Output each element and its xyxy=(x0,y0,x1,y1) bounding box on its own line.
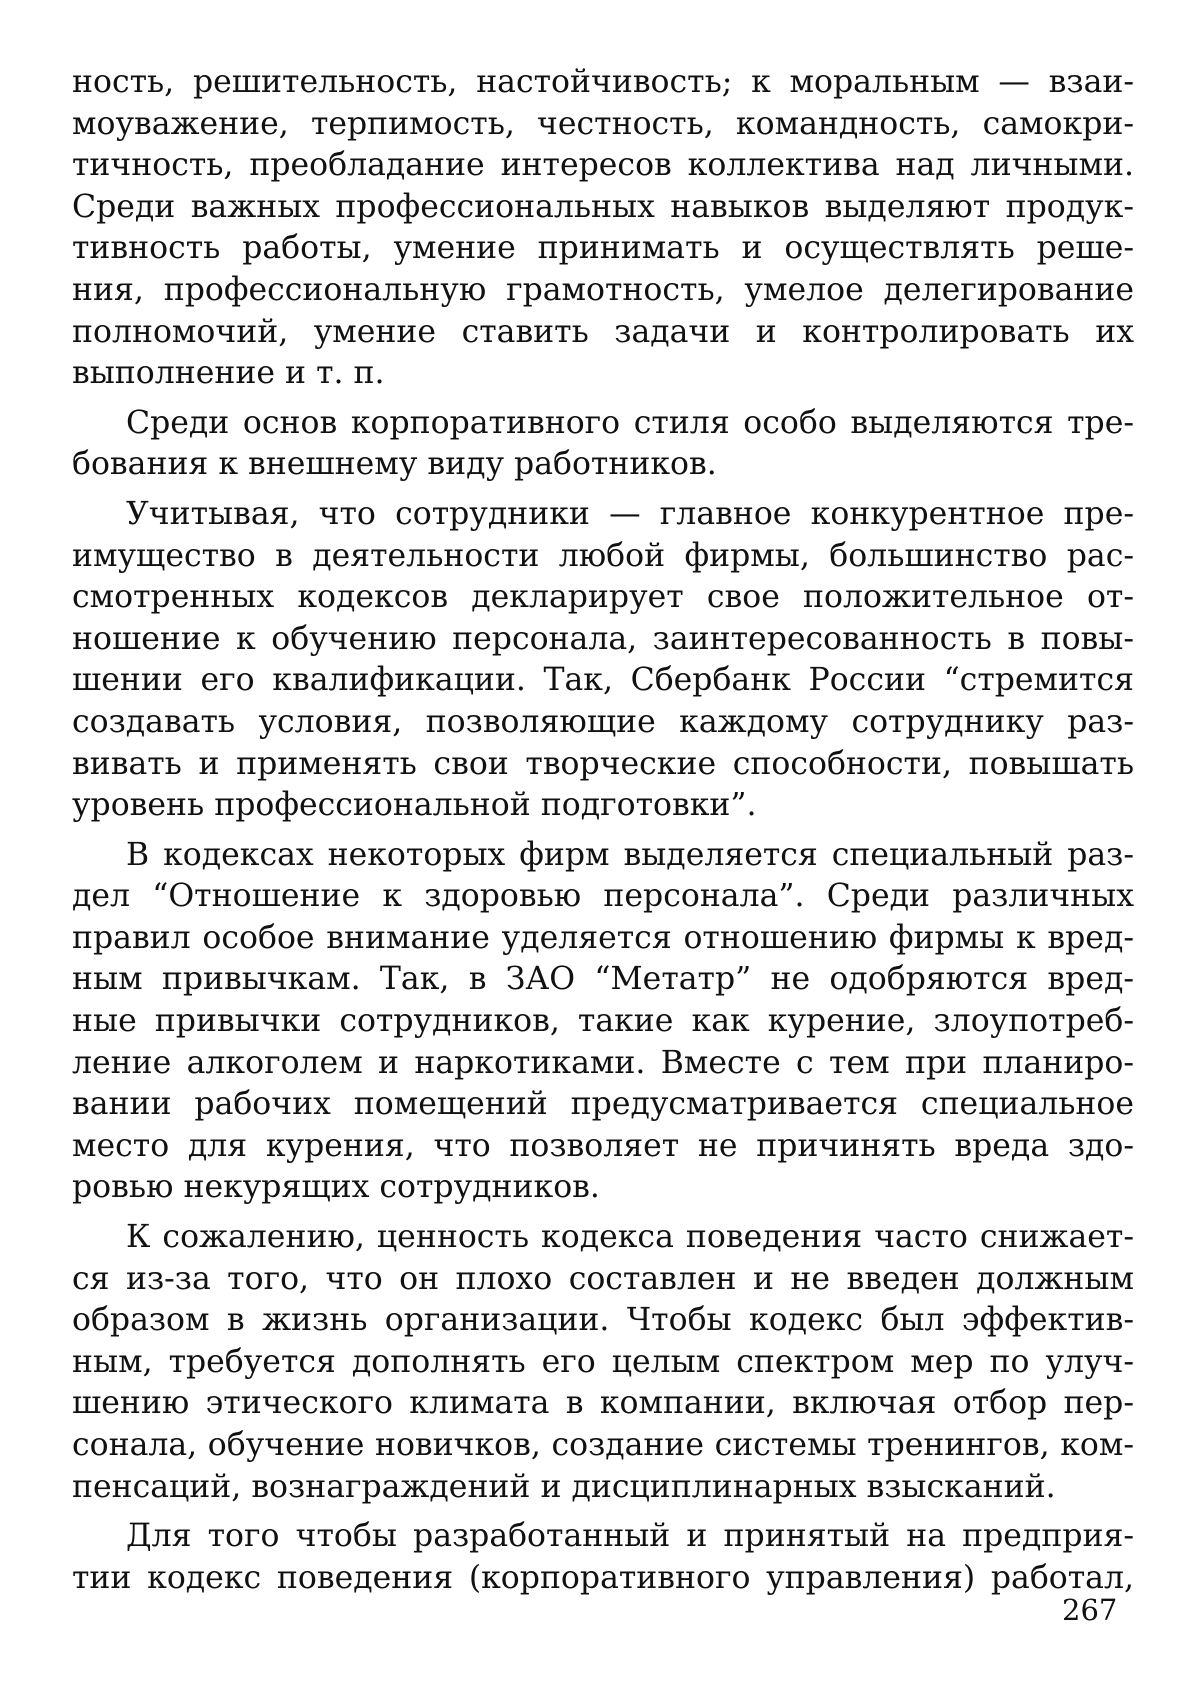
text-line: ным, требуется дополнять его целым спектром мер по улуч- xyxy=(72,1343,1134,1380)
text-line: ровью некурящих сотрудников. xyxy=(72,1169,600,1206)
page-number: 267 xyxy=(1062,1593,1118,1627)
paragraph-first-line: Для того чтобы разработанный и принятый на предприя- xyxy=(126,1518,1134,1555)
text-line: бования к внешнему виду работников. xyxy=(72,446,717,483)
text-line: ся из-за того, что он плохо составлен и не введен должным xyxy=(72,1260,1134,1297)
text-line: ным привычкам. Так, в ЗАО “Метатр” не одобряются вред- xyxy=(72,961,1134,998)
paragraph-first-line: Среди основ корпоративного стиля особо выделяются тре- xyxy=(126,404,1134,441)
text-line: ные привычки сотрудников, такие как курение, злоупотреб- xyxy=(72,1003,1134,1040)
text-line: ление алкоголем и наркотиками. Вместе с тем при планиро- xyxy=(72,1044,1134,1081)
paragraph-first-line: Учитывая, что сотрудники — главное конкурентное пре- xyxy=(126,495,1134,532)
text-line: тивность работы, умение принимать и осуществлять реше- xyxy=(72,230,1134,267)
text-line: тичность, преобладание интересов коллектива над личными. xyxy=(72,147,1134,184)
text-line: имущество в деятельности любой фирмы, большинство рас- xyxy=(72,537,1134,574)
text-line: ношение к обучению персонала, заинтересованность в повы- xyxy=(72,620,1134,657)
text-line: шению этического климата в компании, включая отбор пер- xyxy=(72,1385,1134,1422)
text-line: создавать условия, позволяющие каждому сотруднику раз- xyxy=(72,703,1134,740)
text-line: выполнение и т. п. xyxy=(72,355,385,392)
paragraph-first-line: В кодексах некоторых фирм выделяется специальный раз- xyxy=(126,836,1134,873)
text-line: дел “Отношение к здоровью персонала”. Среди различных xyxy=(72,878,1134,915)
paragraph-first-line: К сожалению, ценность кодекса поведения часто снижает- xyxy=(126,1219,1134,1256)
text-line: ность, решительность, настойчивость; к моральным — взаи- xyxy=(72,64,1134,100)
text-line: уровень профессиональной подготовки”. xyxy=(72,787,757,824)
text-line: моуважение, терпимость, честность, командность, самокри- xyxy=(72,105,1134,142)
text-line: пенсаций, вознаграждений и дисциплинарных взысканий. xyxy=(72,1468,1056,1505)
text-line: ния, профессиональную грамотность, умелое делегирование xyxy=(72,271,1134,308)
text-line: правил особое внимание уделяется отношению фирмы к вред- xyxy=(72,919,1134,956)
text-line: вивать и применять свои творческие способности, повышать xyxy=(72,745,1134,782)
text-line: шении его квалификации. Так, Сбербанк России “стремится xyxy=(72,662,1134,699)
text-line: смотренных кодексов декларирует свое положительное от- xyxy=(72,579,1134,616)
text-line: сонала, обучение новичков, создание системы тренингов, ком- xyxy=(72,1427,1134,1463)
body-text xyxy=(72,62,1134,1599)
text-line: место для курения, что позволяет не причинять вреда здо- xyxy=(72,1127,1134,1164)
text-line: вании рабочих помещений предусматривается специальное xyxy=(72,1086,1134,1123)
text-line: Среди важных профессиональных навыков выделяют продук- xyxy=(72,188,1134,225)
text-line: тии кодекс поведения (корпоративного управления) работал, xyxy=(72,1559,1134,1596)
text-line: образом в жизнь организации. Чтобы кодекс был эффектив- xyxy=(72,1302,1134,1339)
text-line: полномочий, умение ставить задачи и контролировать их xyxy=(72,313,1134,350)
